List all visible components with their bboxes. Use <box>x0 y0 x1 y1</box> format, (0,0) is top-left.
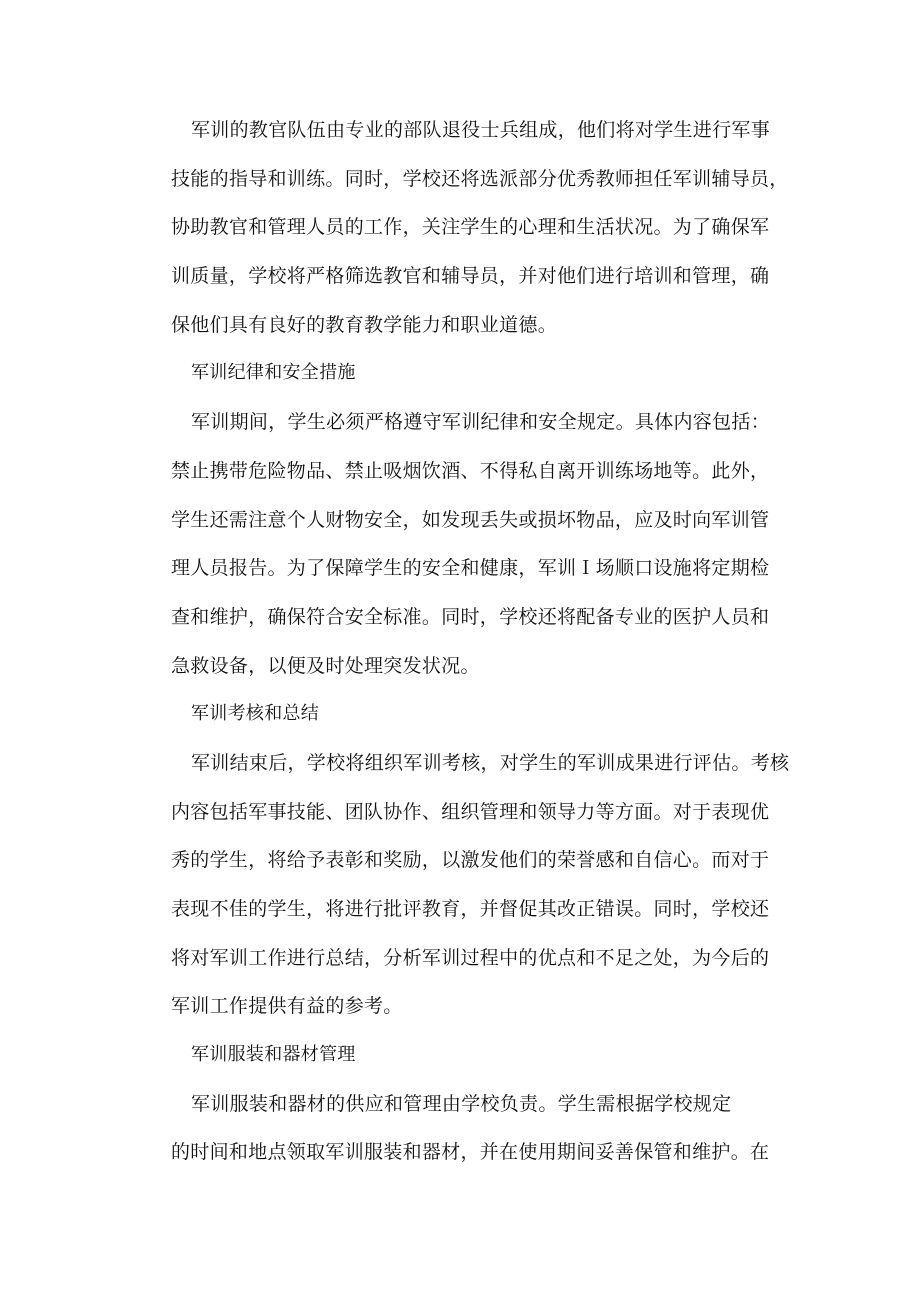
section-heading: 军训考核和总结 <box>191 703 320 725</box>
paragraph-line: 表现不佳的学生，将进行批评教育，并督促其改正错误。同时，学校还 <box>171 898 770 920</box>
paragraph-line: 禁止携带危险物品、禁止吸烟饮酒、不得私自离开训练场地等。此外， <box>171 459 770 482</box>
paragraph-line: 军训结束后，学校将组织军训考核，对学生的军训成果进行评估。考核 <box>191 751 790 774</box>
document-page <box>171 118 789 1189</box>
paragraph-line: 训质量，学校将严格筛选教官和辅导员，并对他们进行培训和管理，确 <box>171 265 770 288</box>
paragraph-line: 军训的教官队伍由专业的部队退役士兵组成，他们将对学生进行军事 <box>191 119 771 141</box>
paragraph-line: 查和维护，确保符合安全标准。同时，学校还将配备专业的医护人员和 <box>171 605 770 628</box>
section-heading: 军训纪律和安全措施 <box>191 362 356 384</box>
paragraph-line: 内容包括军事技能、团队协作、组织管理和领导力等方面。对于表现优 <box>171 800 770 823</box>
paragraph-line: 学生还需注意个人财物安全，如发现丢失或损坏物品，应及时向军训管 <box>171 508 770 531</box>
paragraph-line: 的时间和地点领取军训服装和器材，并在使用期间妥善保管和维护。在 <box>171 1141 770 1164</box>
paragraph-line: 保他们具有良好的教育教学能力和职业道德。 <box>171 313 558 336</box>
paragraph-line: 急救设备，以便及时处理突发状况。 <box>171 654 480 677</box>
paragraph-line: 军训服装和器材的供应和管理由学校负责。学生需根据学校规定 <box>191 1092 732 1115</box>
paragraph-line: 军训工作提供有益的参考。 <box>171 995 403 1018</box>
paragraph-line: 军训期间，学生必须严格遵守军训纪律和安全规定。具体内容包括： <box>191 411 771 434</box>
paragraph-line: 理人员报告。为了保障学生的安全和健康，军训Ｉ场顺口设施将定期检 <box>171 557 770 580</box>
section-heading: 军训服装和器材管理 <box>191 1044 356 1066</box>
paragraph-line: 秀的学生，将给予表彰和奖励，以激发他们的荣誉感和自信心。而对于 <box>171 849 770 872</box>
paragraph-line: 技能的指导和训练。同时，学校还将选派部分优秀教师担任军训辅导员， <box>171 167 789 190</box>
paragraph-line: 将对军训工作进行总结，分析军训过程中的优点和不足之处，为今后的 <box>171 946 770 969</box>
paragraph-line: 协助教官和管理人员的工作，关注学生的心理和生活状况。为了确保军 <box>171 216 770 239</box>
